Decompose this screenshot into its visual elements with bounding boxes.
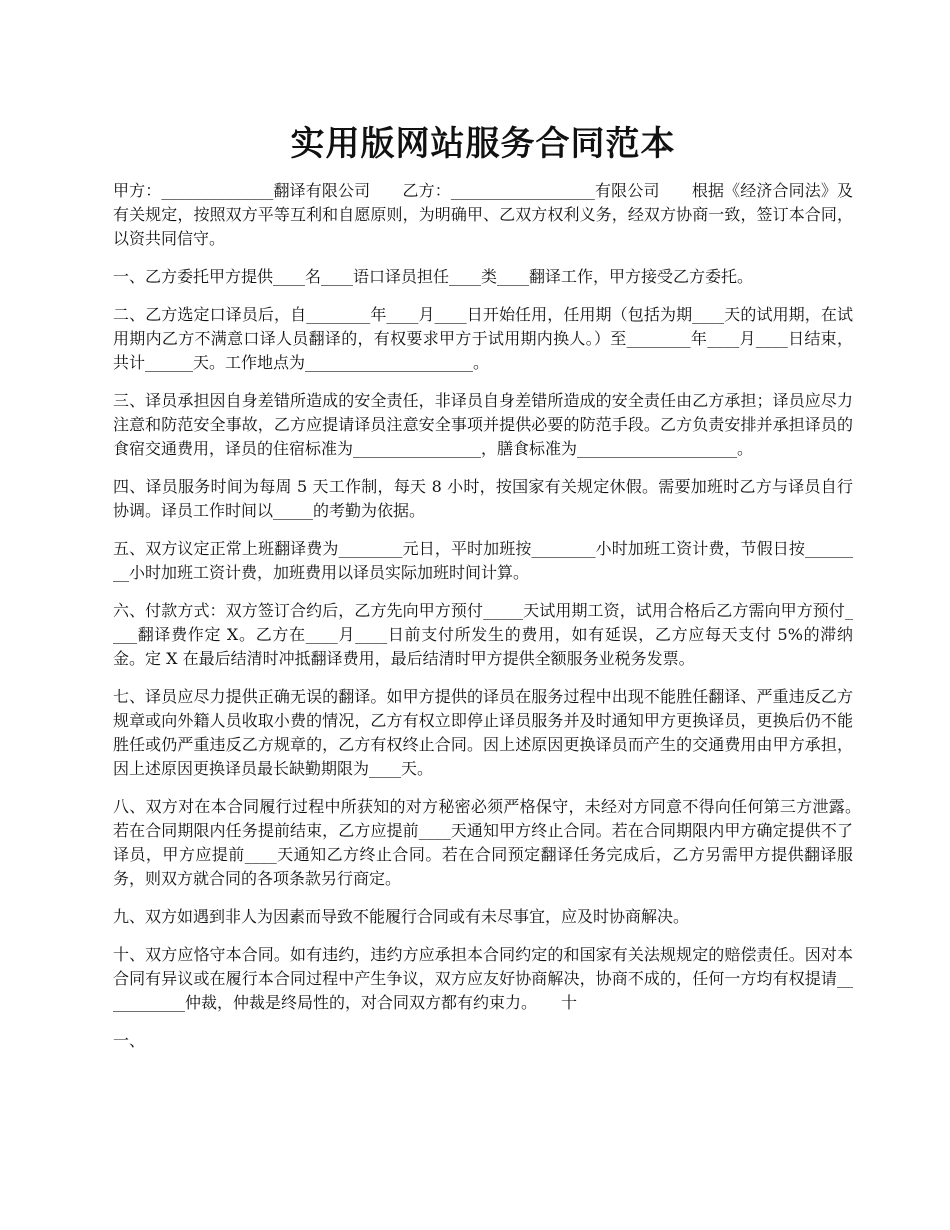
document-title: 实用版网站服务合同范本	[290, 124, 676, 164]
paragraph-clause-8: 八、双方对在本合同履行过程中所获知的对方秘密必须严格保守，未经对方同意不得向任何第三方泄露。 若在合同期限内任务提前结束，乙方应提前____天通知甲方终止合同。若在合同期限内甲方确定提供不了译员，甲方应提前____天通知乙方终止合同。若在合同预定翻译任务完成后，乙方另需甲方提供翻译服务，则双方就合同的各项条款另行商定。	[113, 797, 886, 888]
paragraph-clause-10: 十、双方应恪守本合同。如有违约，违约方应承担本合同约定的和国家有关法规规定的赔偿责任。因对本合同有异议或在履行本合同过程中产生争议，双方应友好协商解决，协商不成的，任何一方均有权提请___________仲裁，仲裁是终局性的，对合同双方都有约束力。 十	[113, 945, 853, 1012]
paragraph-clause-7: 七、译员应尽力提供正确无误的翻译。如甲方提供的译员在服务过程中出现不能胜任翻译、严重违反乙方规章或向外籍人员收取小费的情况，乙方有权立即停止译员服务并及时通知甲方更换译员，更换后仍不能胜任或仍严重违反乙方规章的，乙方有权终止合同。因上述原因更换译员而产生的交通费用由甲方承担，因上述原因更换译员最长缺勤期限为____天。	[113, 687, 853, 778]
paragraph-clause-3: 三、译员承担因自身差错所造成的安全责任，非译员自身差错所造成的安全责任由乙方承担；译员应尽力注意和防范安全事故，乙方应提请译员注意安全事项并提供必要的防范手段。乙方负责安排并承担译员的食宿交通费用，译员的住宿标准为________________，膳食标准为____________________。	[113, 391, 853, 458]
document-body	[113, 179, 886, 1067]
paragraph-clause-2: 二、乙方选定口译员后，自________年____月____日开始任用，任用期（包括为期____天的试用期，在试用期内乙方不满意口译人员翻译的，有权要求甲方于试用期内换人。）至________年____月____日结束，共计______天。工作地点为_____________________。	[113, 305, 853, 372]
paragraph-clause-4: 四、译员服务时间为每周 5 天工作制，每天 8 小时，按国家有关规定休假。需要加班时乙方与译员自行协调。译员工作时间以_____的考勤为依据。	[113, 477, 853, 520]
paragraph-clause-6: 六、付款方式：双方签订合约后，乙方先向甲方预付_____天试用期工资，试用合格后乙方需向甲方预付____翻译费作定 X。乙方在____月____日前支付所发生的费用，如有延误，乙方应每天支付 5%的滞纳金。定 X 在最后结清时冲抵翻译费用，最后结清时甲方提供全额服务业税务发票。	[113, 601, 853, 668]
paragraph-clause-9: 九、双方如遇到非人为因素而导致不能履行合同或有未尽事宜，应及时协商解决。	[113, 907, 690, 926]
paragraph-clause-11: 一、	[113, 1031, 146, 1050]
paragraph-preamble: 甲方：______________翻译有限公司 乙方：__________________有限公司 根据《经济合同法》及有关规定，按照双方平等互利和自愿原则，为明确甲、乙双方权利义务，经双方协商一致，签订本合同，以资共同信守。	[113, 181, 853, 248]
paragraph-clause-1: 一、乙方委托甲方提供____名____语口译员担任____类____翻译工作，甲方接受乙方委托。	[113, 267, 754, 286]
paragraph-clause-5: 五、双方议定正常上班翻译费为________元日，平时加班按________小时加班工资计费，节假日按________小时加班工资计费，加班费用以译员实际加班时间计算。	[113, 539, 853, 582]
